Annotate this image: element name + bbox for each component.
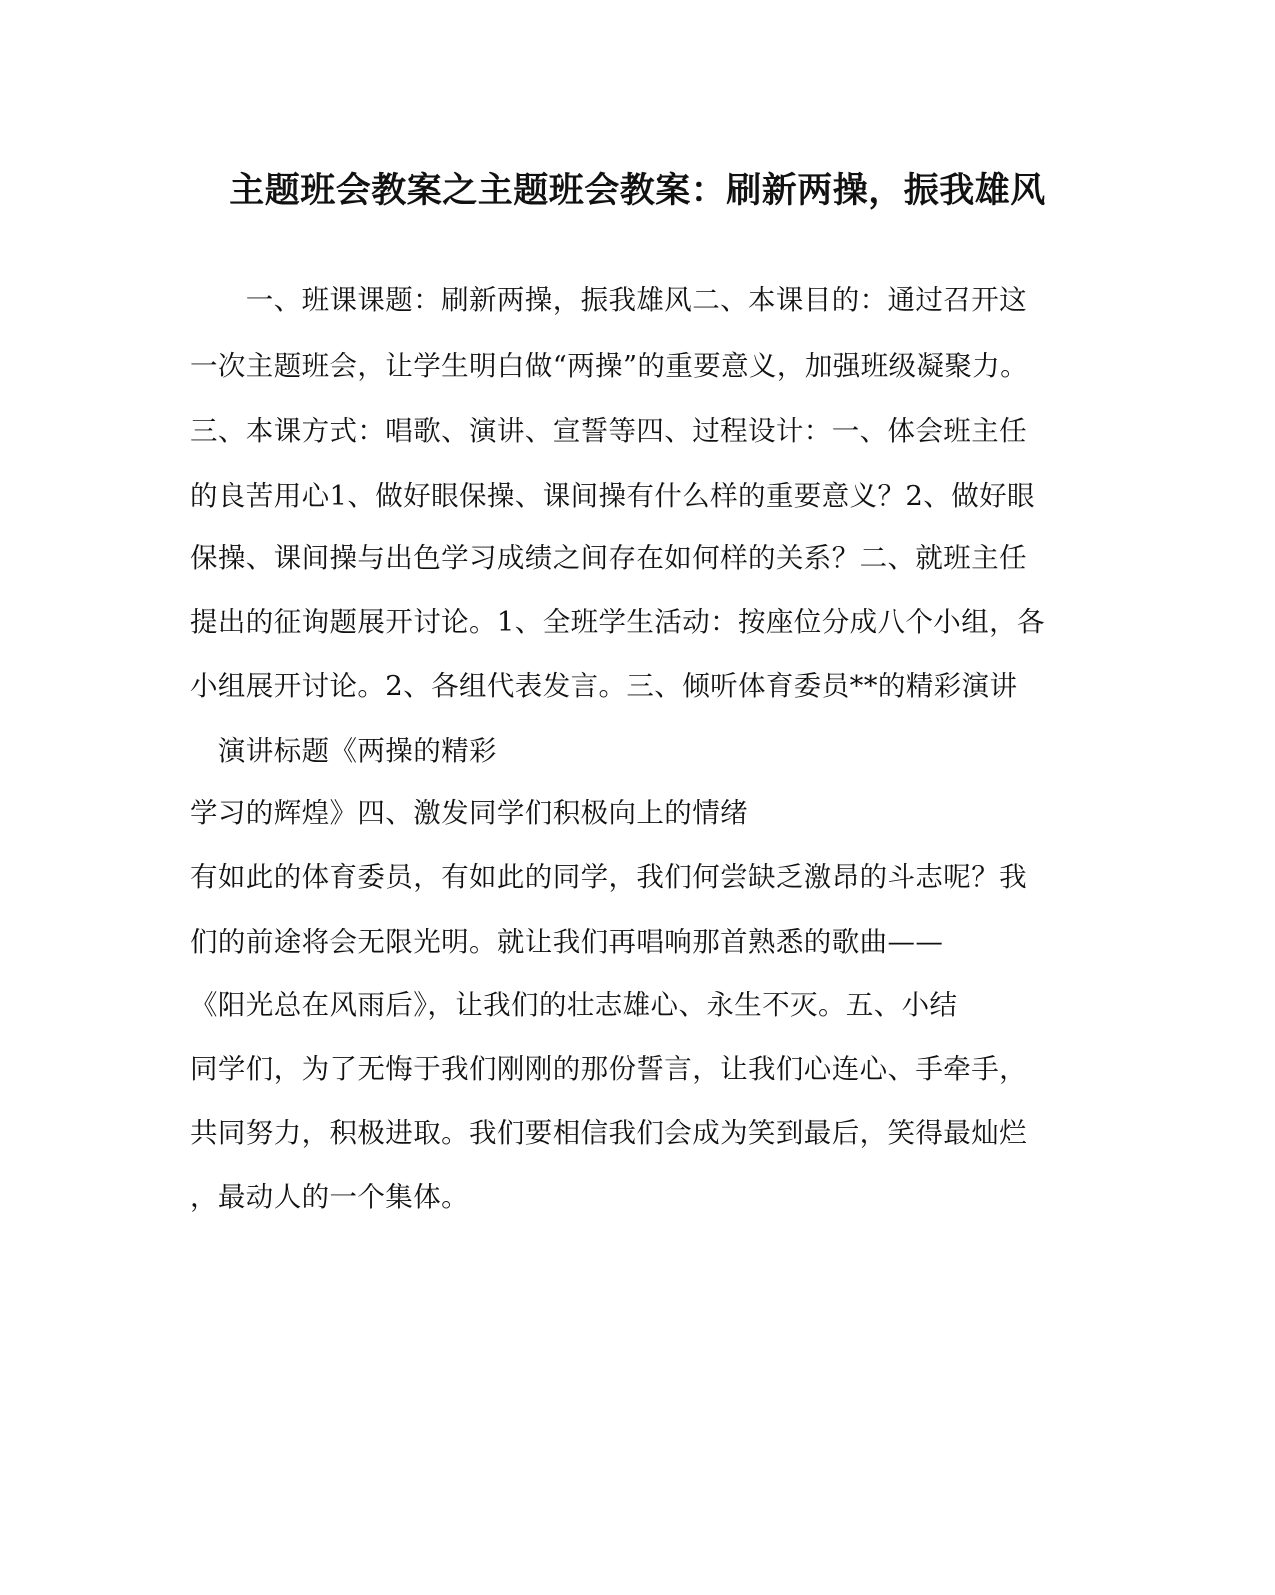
- body-line-13: 同学们，为了无悔于我们刚刚的那份誓言，让我们心连心、手牵手，: [190, 1053, 1027, 1085]
- body-line-3: 三、本课方式：唱歌、演讲、宣誓等四、过程设计：一、体会班主任: [190, 415, 1027, 447]
- body-line-12: 《阳光总在风雨后》，让我们的壮志雄心、永生不灭。五、小结: [190, 989, 958, 1021]
- body-line-15: ，最动人的一个集体。: [190, 1181, 469, 1213]
- body-line-7: 小组展开讨论。2、各组代表发言。三、倾听体育委员**的精彩演讲: [190, 670, 1018, 702]
- body-line-1: 一、班课课题：刷新两操，振我雄风二、本课目的：通过召开这: [190, 284, 1027, 316]
- body-line-9: 学习的辉煌》四、激发同学们积极向上的情绪: [190, 797, 748, 829]
- body-line-10: 有如此的体育委员，有如此的同学，我们何尝缺乏激昂的斗志呢？我: [190, 861, 1027, 893]
- body-line-6: 提出的征询题展开讨论。1、全班学生活动：按座位分成八个小组，各: [190, 606, 1045, 638]
- body-line-5: 保操、课间操与出色学习成绩之间存在如何样的关系？二、就班主任: [190, 542, 1027, 574]
- document-title: 主题班会教案之主题班会教案：刷新两操，振我雄风: [229, 170, 1046, 211]
- body-line-14: 共同努力，积极进取。我们要相信我们会成为笑到最后，笑得最灿烂: [190, 1117, 1027, 1149]
- body-line-8: 演讲标题《两操的精彩: [190, 735, 497, 767]
- body-line-11: 们的前途将会无限光明。就让我们再唱响那首熟悉的歌曲——: [190, 926, 944, 958]
- body-line-2: 一次主题班会，让学生明白做“两操”的重要意义，加强班级凝聚力。: [190, 350, 1029, 382]
- body-line-4: 的良苦用心1、做好眼保操、课间操有什么样的重要意义？2、做好眼: [190, 480, 1035, 512]
